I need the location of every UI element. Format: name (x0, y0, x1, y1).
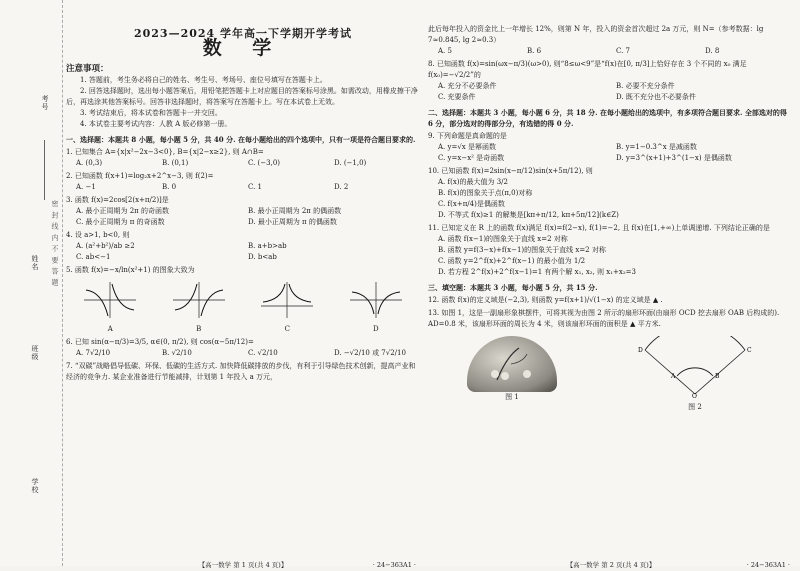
subject-title: 数 学 (202, 37, 284, 59)
option: B. f(x)的图象关于点(π,0)对称 (438, 189, 533, 197)
notice-heading: 注意事项： (66, 64, 109, 74)
question-stem: 10. 已知函数 f(x)=2sin(x−π/12)sin(x+5π/12), 则 (428, 167, 593, 175)
option: A. 最小正周期为 2π 的奇函数 (76, 207, 170, 215)
graph-b-label: B (196, 325, 202, 333)
option: A. y=√x 是幂函数 (438, 143, 496, 151)
option: B. 最小正周期为 2π 的偶函数 (248, 207, 342, 215)
option: D. 最小正周期为 π 的偶函数 (248, 218, 337, 226)
exam-no-line (44, 140, 45, 200)
option: C. (−3,0) (248, 159, 281, 167)
figure-2 (635, 336, 755, 413)
option: A. (a²+b²)/ab ≥2 (76, 242, 135, 250)
school-label: 学校 (31, 478, 39, 494)
option: D. y=3^(x+1)+3^(1−x) 是偶函数 (616, 154, 732, 162)
figure-1-caption: 图 1 (505, 393, 519, 401)
question-7-cont (428, 24, 794, 57)
option: B. √2/10 (162, 349, 192, 357)
option: D. (−1,0) (334, 159, 367, 167)
question-1 (66, 147, 420, 169)
section-two-heading: 二、选择题：本题共 3 小题，每小题 6 分，共 18 分. 在每小题给出的选项中，有多项符合题目要求. 全部选对的得 6 分，部分选对的得部分分，有选错的得 0 分. (428, 108, 787, 128)
option: C. √2/10 (248, 349, 278, 357)
question-13: 13. 如图 1，这是一副扇形象棋摆件，可将其视为由图 2 所示的扇形环面(由扇形 OCD 挖去扇形 OAB 后构成的). AD=0.8 米，该扇形环面的周长为 4 米，则该扇形环面的面积是 ▲ 平方米. (428, 309, 780, 328)
label-b: B (715, 373, 720, 380)
graph-options (66, 280, 420, 335)
label-a: A (671, 373, 676, 380)
question-stem: 9. 下列命题是真命题的是 (428, 132, 507, 140)
option: D. b<ab (248, 253, 277, 261)
option: B. 0 (162, 183, 177, 191)
option: C. ab<−1 (76, 253, 111, 261)
question-5 (66, 265, 420, 335)
option: D. 若方程 2^f(x)+2^f(x−1)=1 有两个解 x₁, x₂, 则 x₁+x₂=3 (438, 268, 636, 276)
graph-b (169, 280, 229, 335)
notice-block (66, 64, 420, 130)
question-stem: 6. 已知 sin(α−π/3)=3/5, α∈(0, π/2), 则 cos(α−5π/12)= (66, 338, 254, 346)
option: B. (0,1) (162, 159, 189, 167)
right-page (428, 0, 794, 569)
question-stem: 11. 已知定义在 R 上的函数 f(x)满足 f(x)=f(2−x), f(1)=−2, 且 f(x)在[1,+∞)上单调递增. 下列结论正确的是 (428, 224, 770, 232)
label-d: D (638, 347, 643, 354)
option: D. 不等式 f(x)≥1 的解集是[kπ+π/12, kπ+5π/12](k∈Z) (438, 211, 619, 219)
question-stem: 5. 函数 f(x)=−x/ln(x²+1) 的图象大致为 (66, 266, 195, 274)
question-6 (66, 337, 420, 359)
notice-item: 4. 本试卷主要考试内容：人教 A 版必修第一册。 (80, 120, 232, 128)
question-10 (428, 166, 794, 221)
option: B. 函数 y=f(3−x)+f(x−1)的图象关于直线 x=2 对称 (438, 246, 606, 254)
graph-c-plot (259, 280, 315, 320)
graph-a-plot (82, 280, 138, 320)
graph-d-label: D (372, 325, 379, 333)
question-stem: 8. 已知函数 f(x)=sin(ωx−π/3)(ω>0), 则“8≤ω<9”是“f(x)在[0, π/3]上恰好存在 3 个不同的 x₀ 满足 f(x₀)=−√2/2”的 (428, 60, 747, 79)
right-page-number: 【高一数学 第 2 页(共 4 页)】 (566, 561, 656, 569)
option: D. 既不充分也不必要条件 (616, 93, 696, 101)
question-stem: 2. 已知函数 f(x+1)=log₂x+2^x−3, 则 f(2)= (66, 172, 214, 180)
seal-text: 密 封 线 内 不 要 答 题 (51, 200, 59, 287)
binding-margin (0, 0, 63, 566)
question-4 (66, 230, 420, 263)
option: A. 5 (438, 47, 452, 55)
question-8 (428, 59, 794, 103)
label-o: O (692, 393, 697, 398)
question-stem: 1. 已知集合 A={x|x²−2x−3<0}, B={x|2−x≥2}, 则 A∩B= (66, 148, 264, 156)
option: C. 函数 y=2^f(x)+2^f(x−1) 的最小值为 1/2 (438, 257, 586, 265)
question-2 (66, 171, 420, 193)
notice-item: 3. 考试结束后，将本试卷和答题卡一并交回。 (80, 109, 222, 117)
graph-b-plot (171, 280, 227, 320)
notice-item: 2. 回答选择题时，选出每小题答案后，用铅笔把答题卡上对应题目的答案标号涂黑。如需改动，用橡皮擦干净后，再选涂其他答案标号。回答非选择题时，将答案写在答题卡上。写在本试卷上无效。 (66, 87, 418, 106)
option: A. 7√2/10 (76, 349, 111, 357)
option: B. y=1−0.3^x 是减函数 (616, 143, 697, 151)
question-stem: 此后每年投入的资金比上一年增长 12%，则第 N 年，投入的资金首次超过 2a 万元，则 N=（参考数据：lg 7≈0.845, lg 2≈0.3） (428, 25, 764, 44)
question-stem: 7. “双碳”战略倡导低碳、环保、低碳的生活方式. 加快降低碳排放的步伐，有利于引导绿色技术创新，提高产业和经济的竞争力. 某企业准备进行节能减排，计划第 1 年投入 a 万元， (66, 362, 416, 381)
question-11 (428, 223, 794, 278)
left-code: · 24−363A1 · (372, 561, 416, 569)
left-page-number: 【高一数学 第 1 页(共 4 页)】 (198, 561, 288, 569)
exam-title: 2023—2024 学年高一下学期开学考试 (133, 27, 353, 40)
section-three-heading: 三、填空题：本题共 3 小题，每小题 5 分，共 15 分. (428, 283, 598, 292)
option: B. 6 (527, 47, 542, 55)
label-c: C (747, 347, 752, 354)
question-stem: 4. 设 a>1, b<0, 则 (66, 231, 130, 239)
option: A. (0,3) (76, 159, 103, 167)
option: C. y=x−x² 是奇函数 (438, 154, 505, 162)
option: C. 1 (248, 183, 263, 191)
option: B. a+b>ab (248, 242, 287, 250)
graph-c-label: C (284, 325, 290, 333)
figures (428, 336, 794, 413)
left-page (66, 0, 420, 569)
graph-a-label: A (107, 325, 113, 333)
option: D. 8 (705, 47, 720, 55)
ornament-sketch (467, 336, 557, 392)
option: C. 7 (616, 47, 631, 55)
chess-ornament-photo (467, 336, 557, 392)
figure-1 (467, 336, 557, 413)
option: C. 最小正周期为 π 的奇函数 (76, 218, 165, 226)
option: D. −√2/10 或 7√2/10 (334, 349, 406, 357)
option: A. 充分不必要条件 (438, 82, 497, 90)
notice-item: 1. 答题前，考生务必将自己的姓名、考生号、考场号、座位号填写在答题卡上。 (80, 76, 327, 84)
question-7 (66, 361, 420, 383)
option: A. f(x)的最大值为 3/2 (438, 178, 508, 186)
graph-d (346, 280, 406, 335)
exam-no-label: 考号 (41, 95, 49, 111)
option: B. 必要不充分条件 (616, 82, 675, 90)
graph-c (257, 280, 317, 335)
section-one-heading: 一、选择题：本题共 8 小题，每小题 5 分，共 40 分. 在每小题给出的四个选项中，只有一项是符合题目要求的. (66, 135, 416, 144)
question-9 (428, 131, 794, 164)
name-label: 姓名 (31, 255, 39, 271)
option: D. 2 (334, 183, 349, 191)
option: A. 函数 f(x−1)的图象关于直线 x=2 对称 (438, 235, 568, 243)
right-code: · 24−363A1 · (746, 561, 790, 569)
class-label: 班级 (31, 345, 39, 361)
graph-a (80, 280, 140, 335)
option: A. −1 (76, 183, 96, 191)
question-3 (66, 195, 420, 228)
question-stem: 3. 函数 f(x)=2cos[2(x+π/2)]是 (66, 196, 169, 204)
sector-ring-diagram (635, 336, 755, 398)
graph-d-plot (348, 280, 404, 320)
question-12: 12. 函数 f(x)的定义域是(−2,3), 则函数 y=f(x+1)/√(1−x) 的定义域是 ▲ . (428, 296, 663, 304)
option: C. f(x+π/4)是偶函数 (438, 200, 505, 208)
figure-2-caption: 图 2 (688, 403, 702, 411)
option: C. 充要条件 (438, 93, 476, 101)
